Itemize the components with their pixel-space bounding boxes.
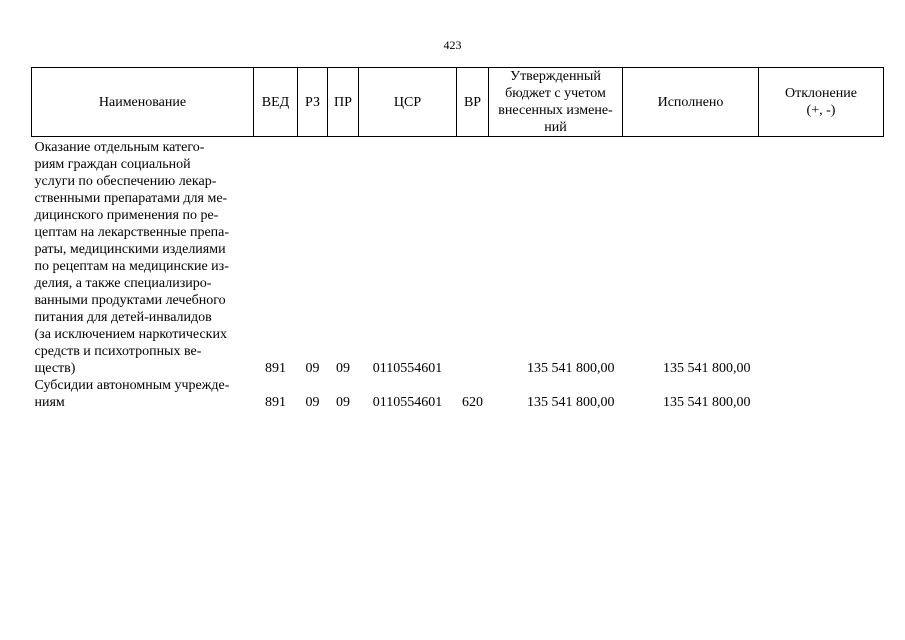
row-executed: 135 541 800,00 — [663, 361, 751, 376]
table-row — [32, 377, 884, 411]
row-name-line: питания для детей-инвалидов — [34, 310, 212, 325]
header-row — [32, 68, 884, 137]
header-csr: ЦСР — [359, 68, 457, 137]
row-approved: 135 541 800,00 — [527, 395, 615, 410]
header-ved: ВЕД — [254, 68, 298, 137]
row-rz: 09 — [305, 395, 320, 410]
row-name-line: дицинского применения по ре- — [34, 208, 219, 223]
page-number: 423 — [443, 38, 462, 52]
header-approved-line: внесенных измене- — [498, 103, 613, 118]
row-executed: 135 541 800,00 — [663, 395, 751, 410]
row-name-line: цептам на лекарственные препа- — [34, 225, 230, 240]
row-name — [32, 377, 254, 411]
row-name-line: ниям — [34, 395, 65, 410]
header-approved-line: бюджет с учетом — [505, 86, 606, 101]
header-executed: Исполнено — [623, 68, 759, 137]
table-row — [32, 137, 884, 378]
row-vr: 620 — [462, 395, 483, 410]
row-name-line: ществ) — [34, 361, 76, 376]
row-name-line: раты, медицинскими изделиями — [34, 242, 226, 257]
row-csr: 0110554601 — [372, 395, 443, 410]
header-approved-budget — [489, 68, 623, 137]
row-pr: 09 — [336, 361, 350, 376]
header-deviation-line: (+, -) — [806, 103, 836, 118]
row-deviation — [759, 137, 884, 378]
row-name-line: Субсидии автономным учрежде- — [34, 378, 230, 393]
row-name-line: риям граждан социальной — [34, 157, 191, 172]
row-csr: 0110554601 — [372, 361, 443, 376]
row-name-line: по рецептам на медицинские из- — [34, 259, 229, 274]
header-name: Наименование — [32, 68, 254, 137]
row-ved: 891 — [265, 395, 286, 410]
row-name-line: ственными препаратами для ме- — [34, 191, 228, 206]
header-deviation — [759, 68, 884, 137]
row-name-line: делия, а также специализиро- — [34, 276, 212, 291]
row-approved: 135 541 800,00 — [527, 361, 615, 376]
row-vr — [457, 137, 489, 378]
header-approved-line: Утвержденный — [510, 69, 601, 84]
row-ved: 891 — [265, 361, 286, 376]
row-name-line: Оказание отдельным катего- — [34, 140, 205, 155]
row-deviation — [759, 377, 884, 411]
row-name-line: средств и психотропных ве- — [34, 344, 202, 359]
row-name-line: услуги по обеспечению лекар- — [34, 174, 217, 189]
header-vr: ВР — [457, 68, 489, 137]
header-deviation-line: Отклонение — [785, 86, 857, 101]
budget-execution-table — [31, 67, 884, 411]
row-rz: 09 — [305, 361, 320, 376]
row-name — [32, 137, 254, 378]
row-name-line: ванными продуктами лечебного — [34, 293, 226, 308]
header-rz: РЗ — [298, 68, 328, 137]
row-name-line: (за исключением наркотических — [34, 327, 227, 342]
row-pr: 09 — [336, 395, 350, 410]
header-pr: ПР — [328, 68, 359, 137]
header-approved-line: ний — [544, 120, 567, 135]
